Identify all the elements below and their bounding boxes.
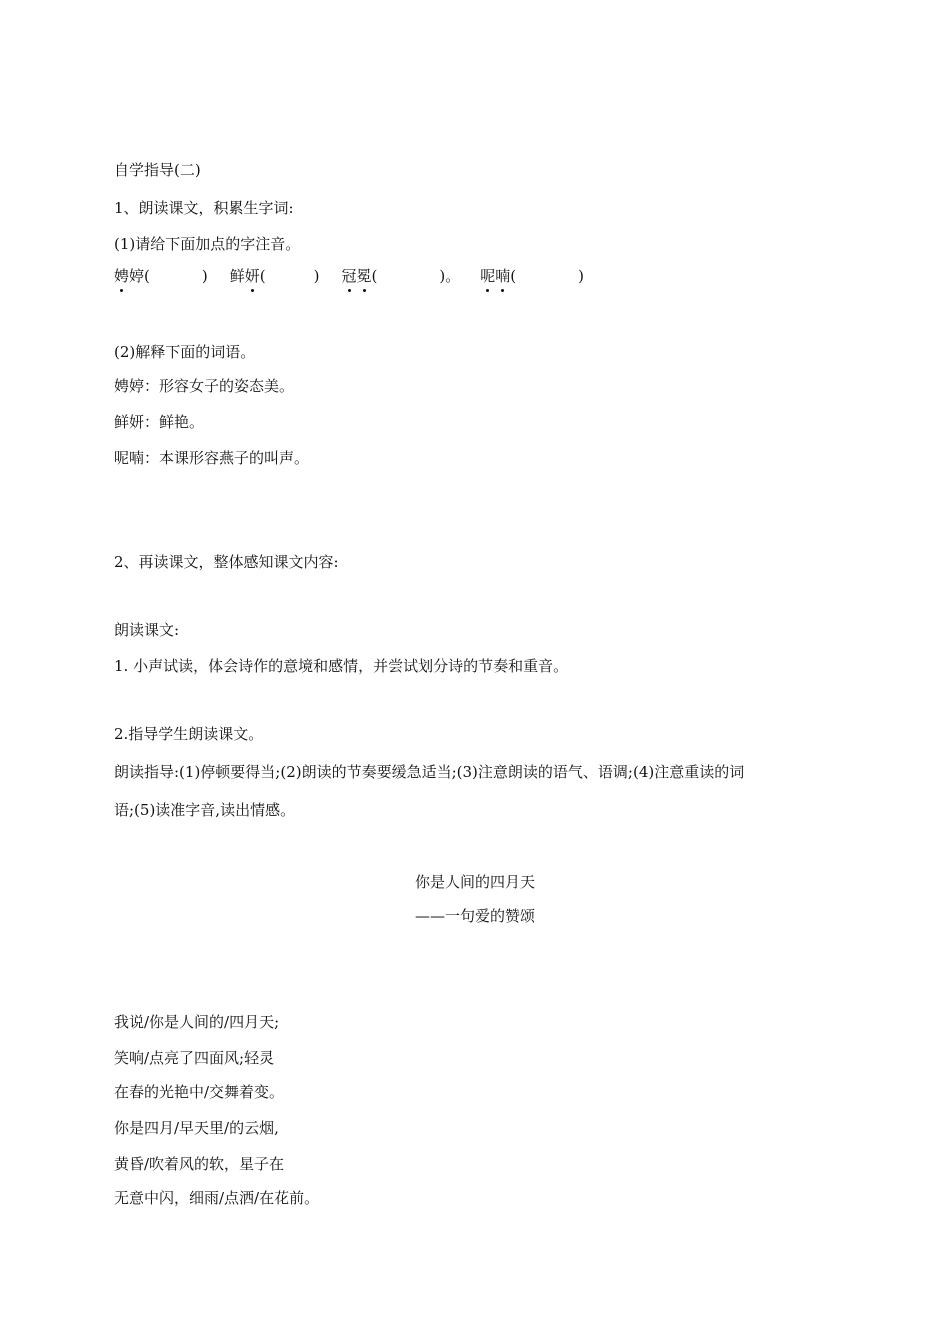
poem-title: 你是人间的四月天 [414, 873, 535, 891]
reading-guide-line-1: 朗读指导:(1)停顿要得当;(2)朗读的节奏要缓急适当;(3)注意朗读的语气、语调;(4)注意重读的词 [114, 763, 745, 781]
poem-line: 我说/你是人间的/四月天; [114, 1013, 280, 1031]
read-step-2: 2.指导学生朗读课文。 [114, 725, 264, 743]
definition-item: 鲜妍：鲜艳。 [114, 413, 205, 431]
pinyin-item-3: 冠冕( )。 [341, 267, 461, 285]
poem-line: 无意中闪，细雨/点洒/在花前。 [114, 1189, 320, 1207]
section-title: 自学指导(二) [114, 161, 201, 179]
task1-sub1: (1)请给下面加点的字注音。 [114, 235, 301, 253]
pinyin-item-4: 呢喃( ) [480, 267, 584, 285]
poem-line: 在春的光艳中/交舞着变。 [114, 1083, 285, 1101]
poem-subtitle: ——一句爱的赞颂 [414, 907, 535, 925]
poem-line: 笑响/点亮了四面风;轻灵 [114, 1049, 275, 1067]
pinyin-item-1: 娉婷( ) [114, 267, 208, 285]
reading-guide-line-2: 语;(5)读准字音,读出情感。 [114, 801, 296, 819]
task2-heading: 2、再读课文，整体感知课文内容: [114, 553, 339, 571]
read-label: 朗读课文: [114, 621, 180, 639]
read-step-1: 1. 小声试读，体会诗作的意境和感情，并尝试划分诗的节奏和重音。 [114, 657, 569, 675]
pinyin-exercise-row [114, 266, 584, 286]
definition-item: 娉婷：形容女子的姿态美。 [114, 377, 295, 395]
poem-line: 黄昏/吹着风的软，星子在 [114, 1155, 285, 1173]
task1-sub2: (2)解释下面的词语。 [114, 343, 256, 361]
poem-line: 你是四月/早天里/的云烟, [114, 1119, 279, 1137]
definition-item: 呢喃：本课形容燕子的叫声。 [114, 449, 310, 467]
pinyin-item-2: 鲜妍( ) [229, 267, 320, 285]
task1-heading: 1、朗读课文，积累生字词: [114, 199, 294, 217]
